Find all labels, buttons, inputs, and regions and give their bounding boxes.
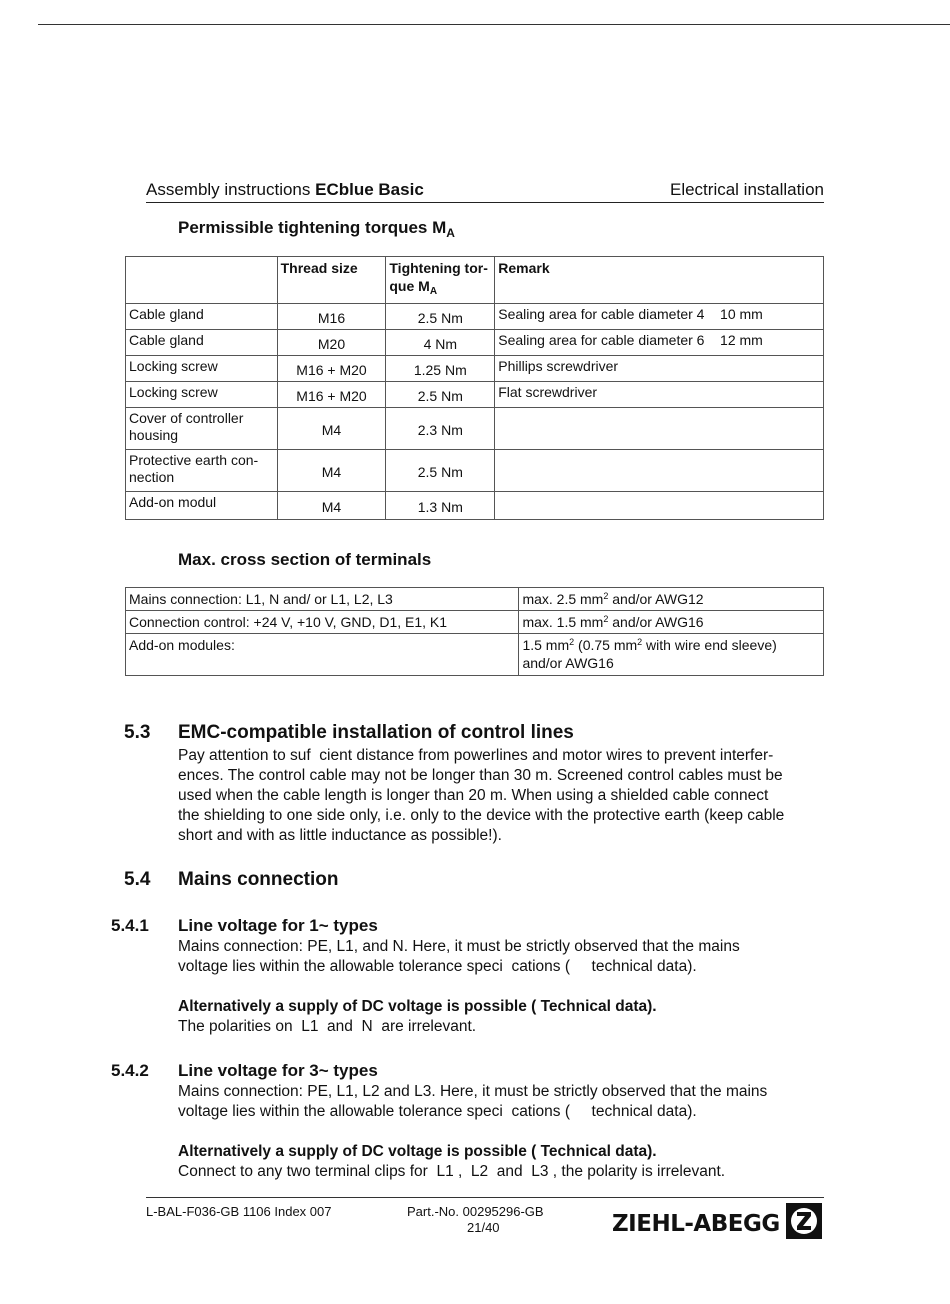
- terminal-label: Add-on modules:: [126, 634, 519, 676]
- row-item-line2: nection: [129, 469, 175, 485]
- body-line: voltage lies within the allowable tolerance speci cations ( technical data).: [178, 1103, 697, 1120]
- section-5-3-title: EMC-compatible installation of control lines: [178, 722, 574, 743]
- table-row: [126, 588, 824, 611]
- terminal-value-part3: with wire end sleeve): [642, 637, 777, 653]
- section-5-4-2-title: Line voltage for 3~ types: [178, 1061, 378, 1080]
- table-row: [126, 356, 824, 382]
- torque-table: [125, 256, 824, 520]
- row-torque: 2.5 Nm: [386, 450, 495, 492]
- terminal-label: Mains connection: L1, N and/ or L1, L2, L3: [126, 588, 519, 611]
- terminal-label: Connection control: +24 V, +10 V, GND, D1, E1, K1: [126, 611, 519, 634]
- product-name: ECblue Basic: [315, 180, 424, 199]
- body-line: short and with as little inductance as possible!).: [178, 827, 502, 844]
- row-item: Cable gland: [126, 330, 278, 356]
- body-line: Mains connection: PE, L1, and N. Here, it must be strictly observed that the mains: [178, 938, 740, 955]
- row-thread: M16 + M20: [277, 382, 386, 408]
- row-item: Locking screw: [126, 356, 278, 382]
- row-thread: M16: [277, 304, 386, 330]
- section-5-4-1-body: [178, 937, 828, 977]
- row-thread: M20: [277, 330, 386, 356]
- terminal-value-line2: and/or AWG16: [522, 655, 614, 671]
- section-5-4-1-polarity: The polarities on L1 and N are irrelevant.: [178, 1018, 477, 1035]
- row-item-line1: Cover of controller: [129, 410, 244, 426]
- row-torque: 2.5 Nm: [386, 304, 495, 330]
- company-logo: [612, 1202, 822, 1240]
- terminal-value-sup2: 2: [637, 637, 643, 647]
- row-torque: 1.3 Nm: [386, 492, 495, 520]
- row-item: [126, 408, 278, 450]
- body-line: voltage lies within the allowable tolerance speci cations ( technical data).: [178, 958, 697, 975]
- row-item: Cable gland: [126, 304, 278, 330]
- row-thread: M4: [277, 492, 386, 520]
- row-item: [126, 450, 278, 492]
- row-remark: Flat screwdriver: [495, 382, 824, 408]
- torque-table-header: [126, 257, 824, 304]
- page-header: [146, 180, 824, 203]
- row-torque: 4 Nm: [386, 330, 495, 356]
- chapter-title: Electrical installation: [669, 180, 824, 199]
- section-5-4-2-body: [178, 1082, 828, 1122]
- row-item-line2: housing: [129, 427, 179, 443]
- document-title-prefix: Assembly instructions: [146, 180, 316, 199]
- section-5-4-1-dc-note: Alternatively a supply of DC voltage is possible ( Technical data).: [178, 998, 657, 1015]
- table-row: [126, 634, 824, 676]
- row-item-line1: Protective earth con-: [129, 452, 259, 468]
- body-line: Pay attention to suf cient distance from powerlines and motor wires to prevent interfer-: [178, 747, 774, 764]
- terminal-value: [519, 588, 824, 611]
- section-5-4-1-title: Line voltage for 1~ types: [178, 916, 378, 935]
- terminal-value-part2: (0.75 mm: [574, 637, 638, 653]
- footer-page-number: 21/40: [467, 1220, 500, 1235]
- table-row: [126, 330, 824, 356]
- torque-col-item: [126, 257, 278, 304]
- row-thread: M4: [277, 408, 386, 450]
- footer-part-number: Part.-No. 00295296-GB: [407, 1204, 544, 1219]
- footer-doc-id: L-BAL-F036-GB 1106 Index 007: [146, 1204, 332, 1219]
- body-line: used when the cable length is longer than 20 m. When using a shielded cable connect: [178, 787, 769, 804]
- terminal-value-sup1: 2: [569, 637, 575, 647]
- body-line: Mains connection: PE, L1, L2 and L3. Here, it must be strictly observed that the mains: [178, 1083, 768, 1100]
- table-row: [126, 408, 824, 450]
- row-torque: 2.5 Nm: [386, 382, 495, 408]
- row-remark: Sealing area for cable diameter 4 10 mm: [495, 304, 824, 330]
- table-row: [126, 492, 824, 520]
- terminal-value-a: max. 1.5 mm: [522, 614, 604, 630]
- terminal-value-part1: 1.5 mm: [522, 637, 570, 653]
- section-5-4-1-number: 5.4.1: [111, 916, 149, 935]
- body-line: the shielding to one side only, i.e. only to the device with the protective earth (keep cable: [178, 807, 785, 824]
- terminal-table: [125, 587, 824, 676]
- section-5-4-number: 5.4: [124, 869, 151, 890]
- terminal-value-sup: 2: [603, 614, 609, 624]
- terminal-value-b: and/or AWG16: [608, 614, 704, 630]
- table-row: [126, 304, 824, 330]
- section-5-4-2-dc-note: Alternatively a supply of DC voltage is possible ( Technical data).: [178, 1143, 657, 1160]
- row-remark: [495, 450, 824, 492]
- row-remark: Sealing area for cable diameter 6 12 mm: [495, 330, 824, 356]
- terminal-value: [519, 611, 824, 634]
- row-thread: M16 + M20: [277, 356, 386, 382]
- document-title: [146, 180, 424, 200]
- section-5-3-body: [178, 746, 828, 846]
- terminal-value-a: max. 2.5 mm: [522, 591, 604, 607]
- terminal-value-b: and/or AWG12: [608, 591, 704, 607]
- row-torque: 2.3 Nm: [386, 408, 495, 450]
- table-row: [126, 450, 824, 492]
- row-remark: Phillips screwdriver: [495, 356, 824, 382]
- section-5-4-title: Mains connection: [178, 869, 339, 890]
- torque-col-remark: Remark: [495, 257, 824, 304]
- torque-title-text: Permissible tightening torques M: [178, 218, 447, 237]
- top-rule: [38, 24, 950, 25]
- torque-col-torque-line2: que M: [389, 278, 430, 294]
- section-5-4-2-polarity: Connect to any two terminal clips for L1 , L2 and L3 , the polarity is irrelevant.: [178, 1163, 726, 1180]
- section-5-4-2-number: 5.4.2: [111, 1061, 149, 1080]
- row-torque: 1.25 Nm: [386, 356, 495, 382]
- terminal-value: [519, 634, 824, 676]
- row-remark: [495, 492, 824, 520]
- row-thread: M4: [277, 450, 386, 492]
- torque-col-torque-sub: A: [429, 286, 438, 297]
- terminal-value-sup: 2: [603, 591, 609, 601]
- torque-title-subscript: A: [446, 226, 455, 240]
- row-item: Add-on modul: [126, 492, 278, 520]
- row-item: Locking screw: [126, 382, 278, 408]
- ziehl-abegg-logo-icon: [786, 1203, 822, 1239]
- row-remark: [495, 408, 824, 450]
- body-line: ences. The control cable may not be longer than 30 m. Screened control cables must be: [178, 767, 783, 784]
- torque-col-thread: Thread size: [277, 257, 386, 304]
- torque-table-title: [178, 218, 455, 240]
- logo-text: ZIEHL-ABEGG: [612, 1211, 780, 1237]
- footer-rule: [146, 1197, 824, 1198]
- terminal-table-title: Max. cross section of terminals: [178, 550, 432, 569]
- section-5-3-number: 5.3: [124, 722, 151, 743]
- table-row: [126, 382, 824, 408]
- torque-col-torque: [386, 257, 495, 304]
- table-row: [126, 611, 824, 634]
- torque-col-torque-line1: Tightening tor-: [389, 260, 488, 276]
